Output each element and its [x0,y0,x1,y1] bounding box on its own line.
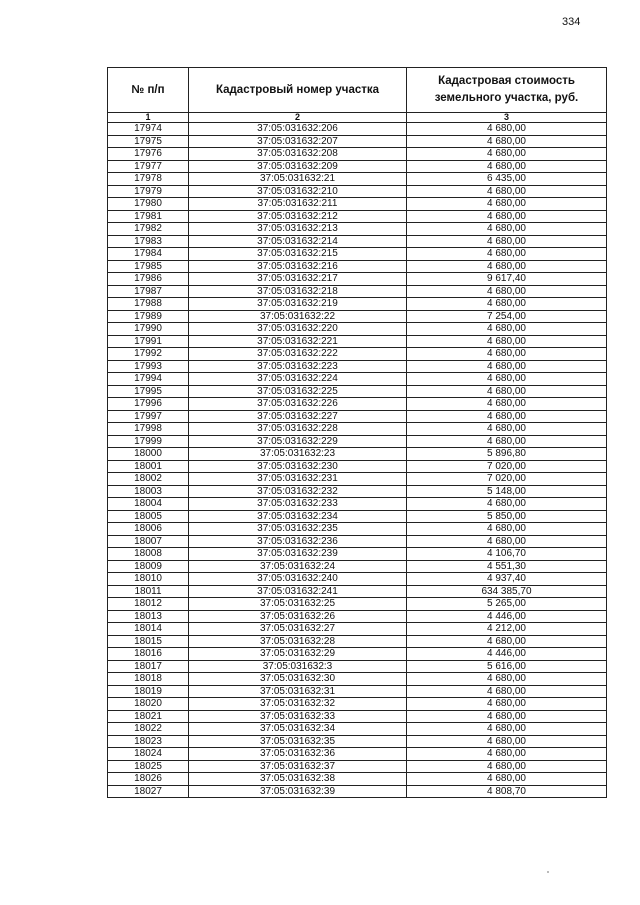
cell-row-number: 18000 [108,448,189,461]
cell-cadastral-value: 4 680,00 [407,360,607,373]
cell-cadastral-value: 4 106,70 [407,548,607,561]
table-row [108,223,607,236]
table-row [108,710,607,723]
cell-row-number: 17991 [108,335,189,348]
cell-cadastral-number: 37:05:031632:38 [189,773,407,786]
table-row [108,248,607,261]
table-row [108,160,607,173]
column-index-row [108,113,607,123]
cell-cadastral-value: 4 680,00 [407,385,607,398]
cell-cadastral-number: 37:05:031632:214 [189,235,407,248]
cell-cadastral-value: 4 680,00 [407,698,607,711]
cell-cadastral-number: 37:05:031632:221 [189,335,407,348]
cell-cadastral-number: 37:05:031632:235 [189,523,407,536]
cell-row-number: 18012 [108,598,189,611]
cell-cadastral-number: 37:05:031632:21 [189,173,407,186]
table-row [108,735,607,748]
table-row [108,448,607,461]
column-index-1: 1 [108,113,189,123]
cell-cadastral-value: 7 020,00 [407,460,607,473]
cell-row-number: 18023 [108,735,189,748]
table-row [108,360,607,373]
cell-row-number: 18011 [108,585,189,598]
cell-cadastral-number: 37:05:031632:34 [189,723,407,736]
table-row [108,760,607,773]
table-row [108,498,607,511]
cell-cadastral-value: 4 680,00 [407,285,607,298]
cell-row-number: 18022 [108,723,189,736]
cell-cadastral-value: 4 680,00 [407,710,607,723]
cell-row-number: 18006 [108,523,189,536]
cell-row-number: 18013 [108,610,189,623]
cell-row-number: 18016 [108,648,189,661]
cell-row-number: 17994 [108,373,189,386]
cell-cadastral-number: 37:05:031632:220 [189,323,407,336]
cell-cadastral-number: 37:05:031632:206 [189,123,407,136]
table-header-row [108,68,607,113]
table-row [108,385,607,398]
cell-row-number: 18015 [108,635,189,648]
cell-cadastral-number: 37:05:031632:28 [189,635,407,648]
cell-row-number: 17974 [108,123,189,136]
cell-cadastral-value: 4 680,00 [407,210,607,223]
cell-row-number: 17995 [108,385,189,398]
table-row [108,785,607,798]
cell-cadastral-number: 37:05:031632:226 [189,398,407,411]
cell-cadastral-value: 4 680,00 [407,160,607,173]
cell-cadastral-number: 37:05:031632:211 [189,198,407,211]
cell-cadastral-value: 5 896,80 [407,448,607,461]
table-row [108,410,607,423]
cell-cadastral-value: 4 680,00 [407,398,607,411]
table-row [108,173,607,186]
cell-row-number: 17999 [108,435,189,448]
cell-row-number: 17984 [108,248,189,261]
cell-row-number: 17979 [108,185,189,198]
cell-cadastral-value: 4 808,70 [407,785,607,798]
cell-row-number: 17988 [108,298,189,311]
cell-row-number: 18026 [108,773,189,786]
cell-cadastral-number: 37:05:031632:224 [189,373,407,386]
cell-cadastral-number: 37:05:031632:222 [189,348,407,361]
cell-cadastral-number: 37:05:031632:227 [189,410,407,423]
cell-cadastral-number: 37:05:031632:3 [189,660,407,673]
cell-cadastral-value: 4 446,00 [407,610,607,623]
cell-cadastral-value: 4 680,00 [407,435,607,448]
cell-cadastral-number: 37:05:031632:209 [189,160,407,173]
table-row [108,185,607,198]
column-index-3: 3 [407,113,607,123]
cell-cadastral-number: 37:05:031632:22 [189,310,407,323]
cell-cadastral-value: 5 850,00 [407,510,607,523]
cell-cadastral-number: 37:05:031632:231 [189,473,407,486]
cell-row-number: 18019 [108,685,189,698]
cell-cadastral-number: 37:05:031632:240 [189,573,407,586]
cell-cadastral-value: 4 680,00 [407,235,607,248]
table-row [108,573,607,586]
cell-cadastral-number: 37:05:031632:212 [189,210,407,223]
table-row [108,648,607,661]
cell-row-number: 17976 [108,148,189,161]
cell-cadastral-value: 4 680,00 [407,523,607,536]
cell-cadastral-number: 37:05:031632:207 [189,135,407,148]
cell-row-number: 18008 [108,548,189,561]
cell-cadastral-value: 4 680,00 [407,323,607,336]
cell-cadastral-value: 4 680,00 [407,773,607,786]
table-row [108,235,607,248]
header-row-number: № п/п [108,68,189,113]
table-row [108,635,607,648]
cell-cadastral-value: 7 254,00 [407,310,607,323]
cell-cadastral-number: 37:05:031632:31 [189,685,407,698]
table-row [108,210,607,223]
header-cadastral-number: Кадастровый номер участка [189,68,407,113]
cell-cadastral-value: 4 680,00 [407,723,607,736]
cell-cadastral-number: 37:05:031632:213 [189,223,407,236]
table-row [108,260,607,273]
table-row [108,273,607,286]
cell-cadastral-number: 37:05:031632:27 [189,623,407,636]
cell-row-number: 17978 [108,173,189,186]
scan-speck [547,871,549,873]
table-row [108,485,607,498]
table-row [108,323,607,336]
column-index-2: 2 [189,113,407,123]
cell-row-number: 18024 [108,748,189,761]
table-row [108,435,607,448]
cell-row-number: 18003 [108,485,189,498]
table-row [108,560,607,573]
cell-cadastral-number: 37:05:031632:228 [189,423,407,436]
cell-cadastral-number: 37:05:031632:218 [189,285,407,298]
cell-row-number: 17987 [108,285,189,298]
table-row [108,535,607,548]
page-number: 334 [562,16,581,28]
cell-row-number: 17983 [108,235,189,248]
table-row [108,423,607,436]
table-row [108,623,607,636]
cell-row-number: 17981 [108,210,189,223]
cell-cadastral-number: 37:05:031632:234 [189,510,407,523]
cell-cadastral-number: 37:05:031632:23 [189,448,407,461]
cell-cadastral-number: 37:05:031632:33 [189,710,407,723]
cell-cadastral-value: 6 435,00 [407,173,607,186]
cell-row-number: 17989 [108,310,189,323]
cell-cadastral-value: 4 680,00 [407,673,607,686]
cell-row-number: 18001 [108,460,189,473]
cell-cadastral-number: 37:05:031632:210 [189,185,407,198]
cell-cadastral-number: 37:05:031632:239 [189,548,407,561]
cell-row-number: 18004 [108,498,189,511]
table-row [108,523,607,536]
cell-cadastral-value: 4 680,00 [407,410,607,423]
cell-cadastral-value: 4 680,00 [407,373,607,386]
cell-row-number: 18025 [108,760,189,773]
cell-row-number: 18020 [108,698,189,711]
cell-row-number: 17990 [108,323,189,336]
cell-cadastral-number: 37:05:031632:208 [189,148,407,161]
cell-cadastral-value: 4 680,00 [407,635,607,648]
cell-cadastral-value: 4 680,00 [407,123,607,136]
cell-cadastral-value: 4 937,40 [407,573,607,586]
table-row [108,335,607,348]
cell-cadastral-number: 37:05:031632:37 [189,760,407,773]
cell-cadastral-value: 4 680,00 [407,535,607,548]
table-row [108,148,607,161]
table-row [108,673,607,686]
cell-cadastral-value: 4 680,00 [407,248,607,261]
cell-cadastral-number: 37:05:031632:30 [189,673,407,686]
cell-cadastral-value: 4 680,00 [407,135,607,148]
table-row [108,585,607,598]
cell-cadastral-value: 4 680,00 [407,148,607,161]
cell-row-number: 18007 [108,535,189,548]
cell-cadastral-number: 37:05:031632:229 [189,435,407,448]
cell-cadastral-value: 4 680,00 [407,498,607,511]
cell-row-number: 17977 [108,160,189,173]
cell-cadastral-number: 37:05:031632:232 [189,485,407,498]
table-row [108,460,607,473]
cell-row-number: 17986 [108,273,189,286]
table-row [108,660,607,673]
cell-row-number: 17998 [108,423,189,436]
cell-cadastral-number: 37:05:031632:216 [189,260,407,273]
cell-cadastral-value: 4 212,00 [407,623,607,636]
table-row [108,773,607,786]
cell-row-number: 18021 [108,710,189,723]
table-row [108,123,607,136]
cell-cadastral-value: 4 551,30 [407,560,607,573]
table-row [108,285,607,298]
cell-cadastral-value: 4 680,00 [407,298,607,311]
cell-cadastral-value: 4 680,00 [407,198,607,211]
cell-cadastral-value: 4 680,00 [407,423,607,436]
cell-row-number: 18027 [108,785,189,798]
table-row [108,598,607,611]
cell-cadastral-number: 37:05:031632:32 [189,698,407,711]
cell-row-number: 17993 [108,360,189,373]
table-row [108,310,607,323]
cell-cadastral-number: 37:05:031632:25 [189,598,407,611]
cell-row-number: 17982 [108,223,189,236]
cell-row-number: 17997 [108,410,189,423]
cell-cadastral-value: 634 385,70 [407,585,607,598]
cell-row-number: 18014 [108,623,189,636]
cell-cadastral-number: 37:05:031632:39 [189,785,407,798]
cell-cadastral-value: 5 616,00 [407,660,607,673]
cell-cadastral-value: 5 265,00 [407,598,607,611]
cell-cadastral-value: 4 680,00 [407,223,607,236]
table-row [108,348,607,361]
table-row [108,398,607,411]
cell-cadastral-number: 37:05:031632:241 [189,585,407,598]
cell-row-number: 18018 [108,673,189,686]
cell-row-number: 17996 [108,398,189,411]
cadastral-value-table [107,67,607,798]
cell-row-number: 18010 [108,573,189,586]
table-row [108,685,607,698]
cell-row-number: 17980 [108,198,189,211]
cell-row-number: 17975 [108,135,189,148]
cell-cadastral-value: 4 680,00 [407,760,607,773]
table-row [108,698,607,711]
cell-cadastral-value: 9 617,40 [407,273,607,286]
cell-cadastral-value: 4 680,00 [407,348,607,361]
cell-cadastral-value: 5 148,00 [407,485,607,498]
cell-cadastral-number: 37:05:031632:225 [189,385,407,398]
cell-cadastral-value: 4 680,00 [407,260,607,273]
cell-row-number: 18005 [108,510,189,523]
cell-row-number: 18002 [108,473,189,486]
cell-cadastral-value: 4 680,00 [407,185,607,198]
cell-cadastral-value: 4 680,00 [407,735,607,748]
cell-cadastral-number: 37:05:031632:233 [189,498,407,511]
cell-cadastral-value: 7 020,00 [407,473,607,486]
table-row [108,510,607,523]
cell-row-number: 18017 [108,660,189,673]
cell-cadastral-number: 37:05:031632:219 [189,298,407,311]
cell-cadastral-number: 37:05:031632:29 [189,648,407,661]
cell-cadastral-number: 37:05:031632:217 [189,273,407,286]
table-row [108,723,607,736]
cell-cadastral-number: 37:05:031632:35 [189,735,407,748]
cell-row-number: 17985 [108,260,189,273]
header-cadastral-value: Кадастровая стоимость земельного участка, руб. [407,68,607,113]
cell-cadastral-value: 4 680,00 [407,335,607,348]
cell-cadastral-number: 37:05:031632:230 [189,460,407,473]
table-row [108,748,607,761]
cell-cadastral-number: 37:05:031632:24 [189,560,407,573]
table-body [108,123,607,798]
cell-cadastral-number: 37:05:031632:26 [189,610,407,623]
table-row [108,473,607,486]
cell-cadastral-value: 4 680,00 [407,748,607,761]
table-row [108,198,607,211]
cell-cadastral-value: 4 680,00 [407,685,607,698]
cell-cadastral-number: 37:05:031632:215 [189,248,407,261]
table-row [108,548,607,561]
cell-cadastral-number: 37:05:031632:236 [189,535,407,548]
table-row [108,135,607,148]
cell-cadastral-number: 37:05:031632:36 [189,748,407,761]
table-row [108,298,607,311]
table-row [108,610,607,623]
cell-cadastral-number: 37:05:031632:223 [189,360,407,373]
cell-row-number: 17992 [108,348,189,361]
cell-cadastral-value: 4 446,00 [407,648,607,661]
cell-row-number: 18009 [108,560,189,573]
table-row [108,373,607,386]
